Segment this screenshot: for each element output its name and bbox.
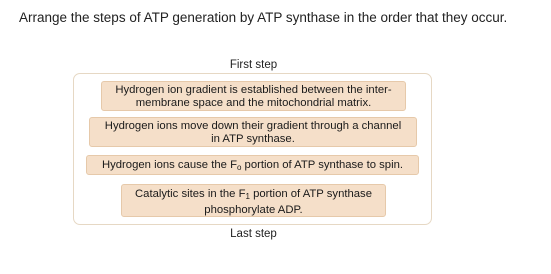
step-card-text-line2: in ATP synthase. — [211, 132, 295, 145]
step-card-fo-spins[interactable] — [86, 155, 419, 175]
step-card-text-line1: Catalytic sites in the $F_1$ portion of ATP synthase — [135, 188, 372, 201]
question-instruction: Arrange the steps of ATP generation by ATP synthase in the order that they occur. — [19, 10, 508, 25]
step-card-text: Hydrogen ions cause the $F_o$ portion of ATP synthase to spin. — [101, 159, 404, 172]
step-card-text-line1: Hydrogen ions move down their gradient through a channel — [104, 120, 402, 132]
step-card-text-line2: membrane space and the mitochondrial matrix. — [135, 96, 372, 109]
first-step-label: First step — [229, 59, 278, 71]
step-card-f1-phosphorylates-adp[interactable] — [121, 184, 386, 217]
step-card-text-line2: phosphorylate ADP. — [204, 203, 303, 216]
subscript-text: 1 — [245, 192, 250, 201]
step-card-text-line1: Hydrogen ion gradient is established between the inter- — [115, 84, 392, 96]
step-card-gradient-established[interactable] — [101, 81, 406, 111]
step-card-ions-move-through-channel[interactable] — [89, 117, 417, 147]
subscript-text: o — [236, 163, 242, 172]
last-step-label: Last step — [230, 228, 277, 240]
